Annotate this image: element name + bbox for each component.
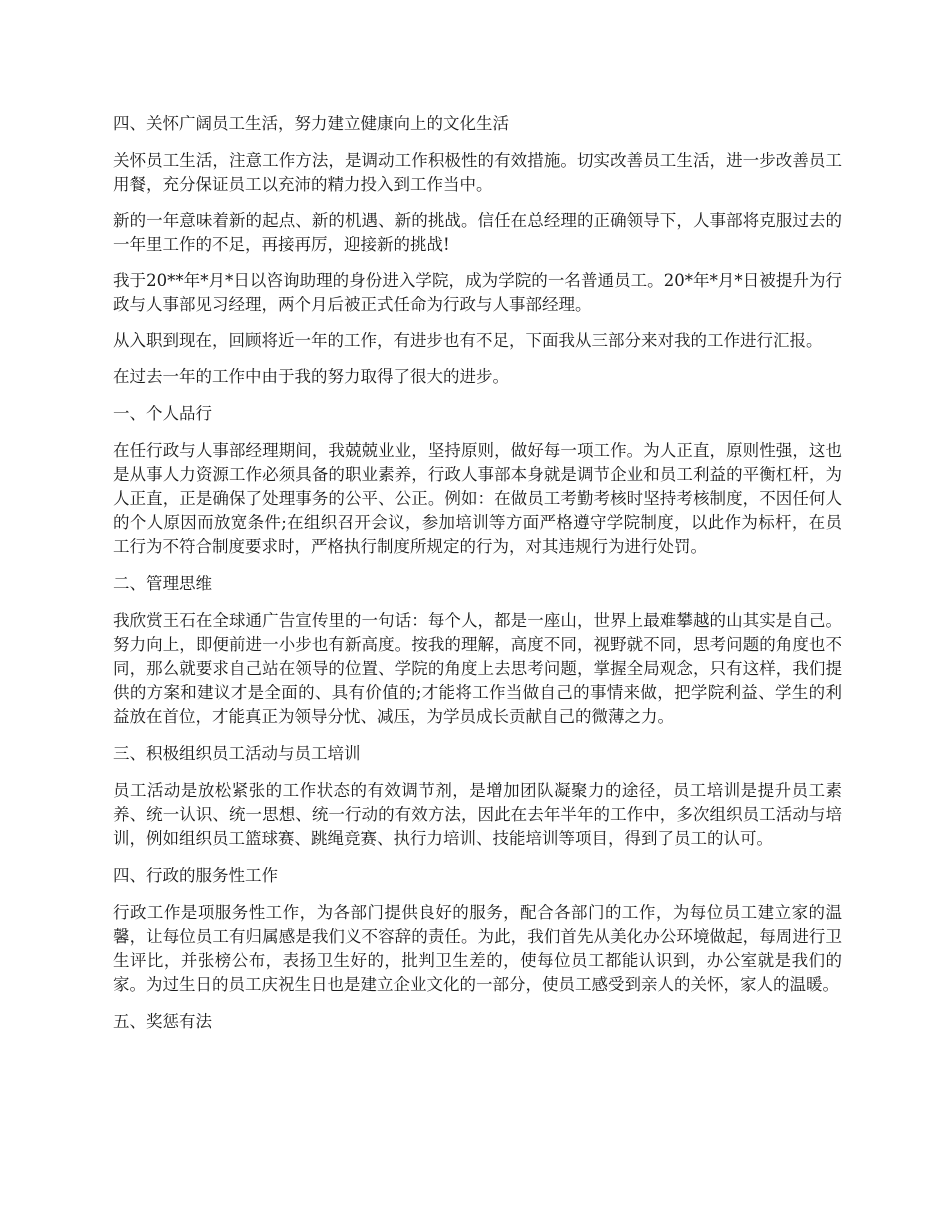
para-personal-conduct: 在任行政与人事部经理期间，我兢兢业业，坚持原则，做好每一项工作。为人正直，原则性强，这也是从事人力资源工作必须具备的职业素养，行政人事部本身就是调节企业和员工利益的平衡杠杆，为人正直，正是确保了处理事务的公平、公正。例如：在做员工考勤考核时坚持考核制度，不因任何人的个人原因而放宽条件;在组织召开会议，参加培训等方面严格遵守学院制度，以此作为标杆，在员工行为不符合制度要求时，严格执行制度所规定的行为，对其违规行为进行处罚。 [113,441,842,556]
para-new-year: 新的一年意味着新的起点、新的机遇、新的挑战。信任在总经理的正确领导下，人事部将克服过去的一年里工作的不足，再接再厉，迎接新的挑战! [113,211,842,254]
heading-staff-activities: 三、积极组织员工活动与员工培训 [113,744,361,763]
para-joined-school: 我于20**年*月*日以咨询助理的身份进入学院，成为学院的一名普通员工。20*年*月*日被提升为行政与人事部见习经理，两个月后被正式任命为行政与人事部经理。 [113,271,842,314]
para-staff-activities: 员工活动是放松紧张的工作状态的有效调节剂，是增加团队凝聚力的途径，员工培训是提升员工素养、统一认识、统一思想、统一行动的有效方法，因此在去年半年的工作中，多次组织员工活动与培训，例如组织员工篮球赛、跳绳竞赛、执行力培训、技能培训等项目，得到了员工的认可。 [113,781,842,848]
para-progress: 在过去一年的工作中由于我的努力取得了很大的进步。 [113,367,509,386]
para-admin-service: 行政工作是项服务性工作，为各部门提供良好的服务，配合各部门的工作，为每位员工建立家的温馨，让每位员工有归属感是我们义不容辞的责任。为此，我们首先从美化办公环境做起，每周进行卫生评比，并张榜公布，表扬卫生好的，批判卫生差的，使每位员工都能认识到，办公室就是我们的家。为过生日的员工庆祝生日也是建立企业文化的一部分，使员工感受到亲人的关怀，家人的温暖。 [113,903,842,994]
heading-care-employee-life: 四、关怀广阔员工生活，努力建立健康向上的文化生活 [113,114,509,133]
heading-management-thinking: 二、管理思维 [113,574,212,593]
para-care-employee-life: 关怀员工生活，注意工作方法，是调动工作积极性的有效措施。切实改善员工生活，进一步改善员工用餐，充分保证员工以充沛的精力投入到工作当中。 [113,151,842,194]
heading-rewards-punishments: 五、奖惩有法 [113,1012,212,1031]
para-review-year: 从入职到现在，回顾将近一年的工作，有进步也有不足，下面我从三部分来对我的工作进行汇报。 [113,331,823,350]
heading-personal-conduct: 一、个人品行 [113,404,212,423]
heading-admin-service: 四、行政的服务性工作 [113,866,278,885]
para-management-thinking: 我欣赏王石在全球通广告宣传里的一句话：每个人，都是一座山，世界上最难攀越的山其实是自己。努力向上，即便前进一小步也有新高度。按我的理解，高度不同，视野就不同，思考问题的角度也不同，那么就要求自己站在领导的位置、学院的角度上去思考问题，掌握全局观念，只有这样，我们提供的方案和建议才是全面的、具有价值的;才能将工作当做自己的事情来做，把学院利益、学生的利益放在首位，才能真正为领导分忧、减压，为学员成长贡献自己的微薄之力。 [113,611,842,726]
